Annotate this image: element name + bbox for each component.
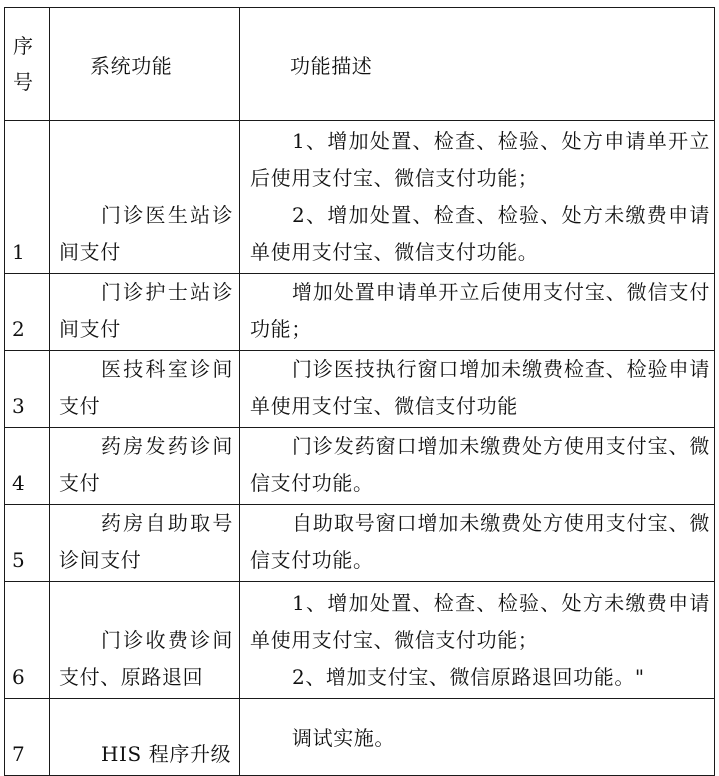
description-line: 1、增加处置、检查、检验、处方未缴费申请单使用支付宝、微信支付功能； bbox=[250, 591, 710, 652]
description-line: 2、增加支付宝、微信原路退回功能。" bbox=[292, 665, 645, 689]
function-name bbox=[50, 505, 240, 582]
row-number: 2 bbox=[5, 274, 50, 351]
function-description bbox=[240, 351, 715, 428]
function-name bbox=[50, 699, 240, 776]
row-number: 6 bbox=[5, 582, 50, 699]
description-line: 1、增加处置、检查、检验、处方申请单开立后使用支付宝、微信支付功能； bbox=[250, 129, 710, 190]
description-line: 调试实施。 bbox=[292, 725, 395, 750]
function-description bbox=[240, 505, 715, 582]
row-number: 4 bbox=[5, 428, 50, 505]
header-seq bbox=[5, 8, 50, 121]
description-line: 门诊发药窗口增加未缴费处方使用支付宝、微信支付功能。 bbox=[250, 434, 710, 495]
function-table bbox=[4, 7, 715, 776]
function-name bbox=[50, 274, 240, 351]
function-name-text: 门诊收费诊间支付、原路退回 bbox=[59, 628, 233, 689]
description-line: 自助取号窗口增加未缴费处方使用支付宝、微信支付功能。 bbox=[250, 511, 710, 572]
function-name-text: 门诊医生站诊间支付 bbox=[59, 203, 233, 264]
function-description bbox=[240, 428, 715, 505]
function-name-text: 门诊护士站诊间支付 bbox=[59, 280, 233, 341]
function-name bbox=[50, 428, 240, 505]
header-function bbox=[50, 8, 240, 121]
row-number: 3 bbox=[5, 351, 50, 428]
table-row bbox=[5, 699, 715, 776]
table-row bbox=[5, 351, 715, 428]
description-line: 2、增加处置、检查、检验、处方未缴费申请单使用支付宝、微信支付功能。 bbox=[250, 203, 710, 264]
function-name-text: 医技科室诊间支付 bbox=[59, 357, 233, 418]
table-row bbox=[5, 582, 715, 699]
header-function-label: 系统功能 bbox=[90, 53, 173, 78]
table-row bbox=[5, 428, 715, 505]
function-description bbox=[240, 582, 715, 699]
table-row bbox=[5, 274, 715, 351]
function-name bbox=[50, 351, 240, 428]
header-description-label: 功能描述 bbox=[290, 53, 373, 78]
function-name bbox=[50, 582, 240, 699]
function-name-text: HIS 程序升级 bbox=[101, 742, 232, 766]
function-name-text: 药房发药诊间支付 bbox=[59, 434, 233, 495]
function-description bbox=[240, 274, 715, 351]
header-description bbox=[240, 8, 715, 121]
table-row bbox=[5, 505, 715, 582]
table-row bbox=[5, 121, 715, 274]
description-line: 增加处置申请单开立后使用支付宝、微信支付功能； bbox=[250, 280, 710, 341]
row-number: 5 bbox=[5, 505, 50, 582]
function-name bbox=[50, 121, 240, 274]
header-row bbox=[5, 8, 715, 121]
row-number: 7 bbox=[5, 699, 50, 776]
function-description bbox=[240, 121, 715, 274]
function-description bbox=[240, 699, 715, 776]
row-number: 1 bbox=[5, 121, 50, 274]
header-seq-label: 序号 bbox=[13, 34, 34, 94]
description-line: 门诊医技执行窗口增加未缴费检查、检验申请单使用支付宝、微信支付功能 bbox=[250, 357, 710, 418]
function-name-text: 药房自助取号诊间支付 bbox=[59, 511, 233, 572]
